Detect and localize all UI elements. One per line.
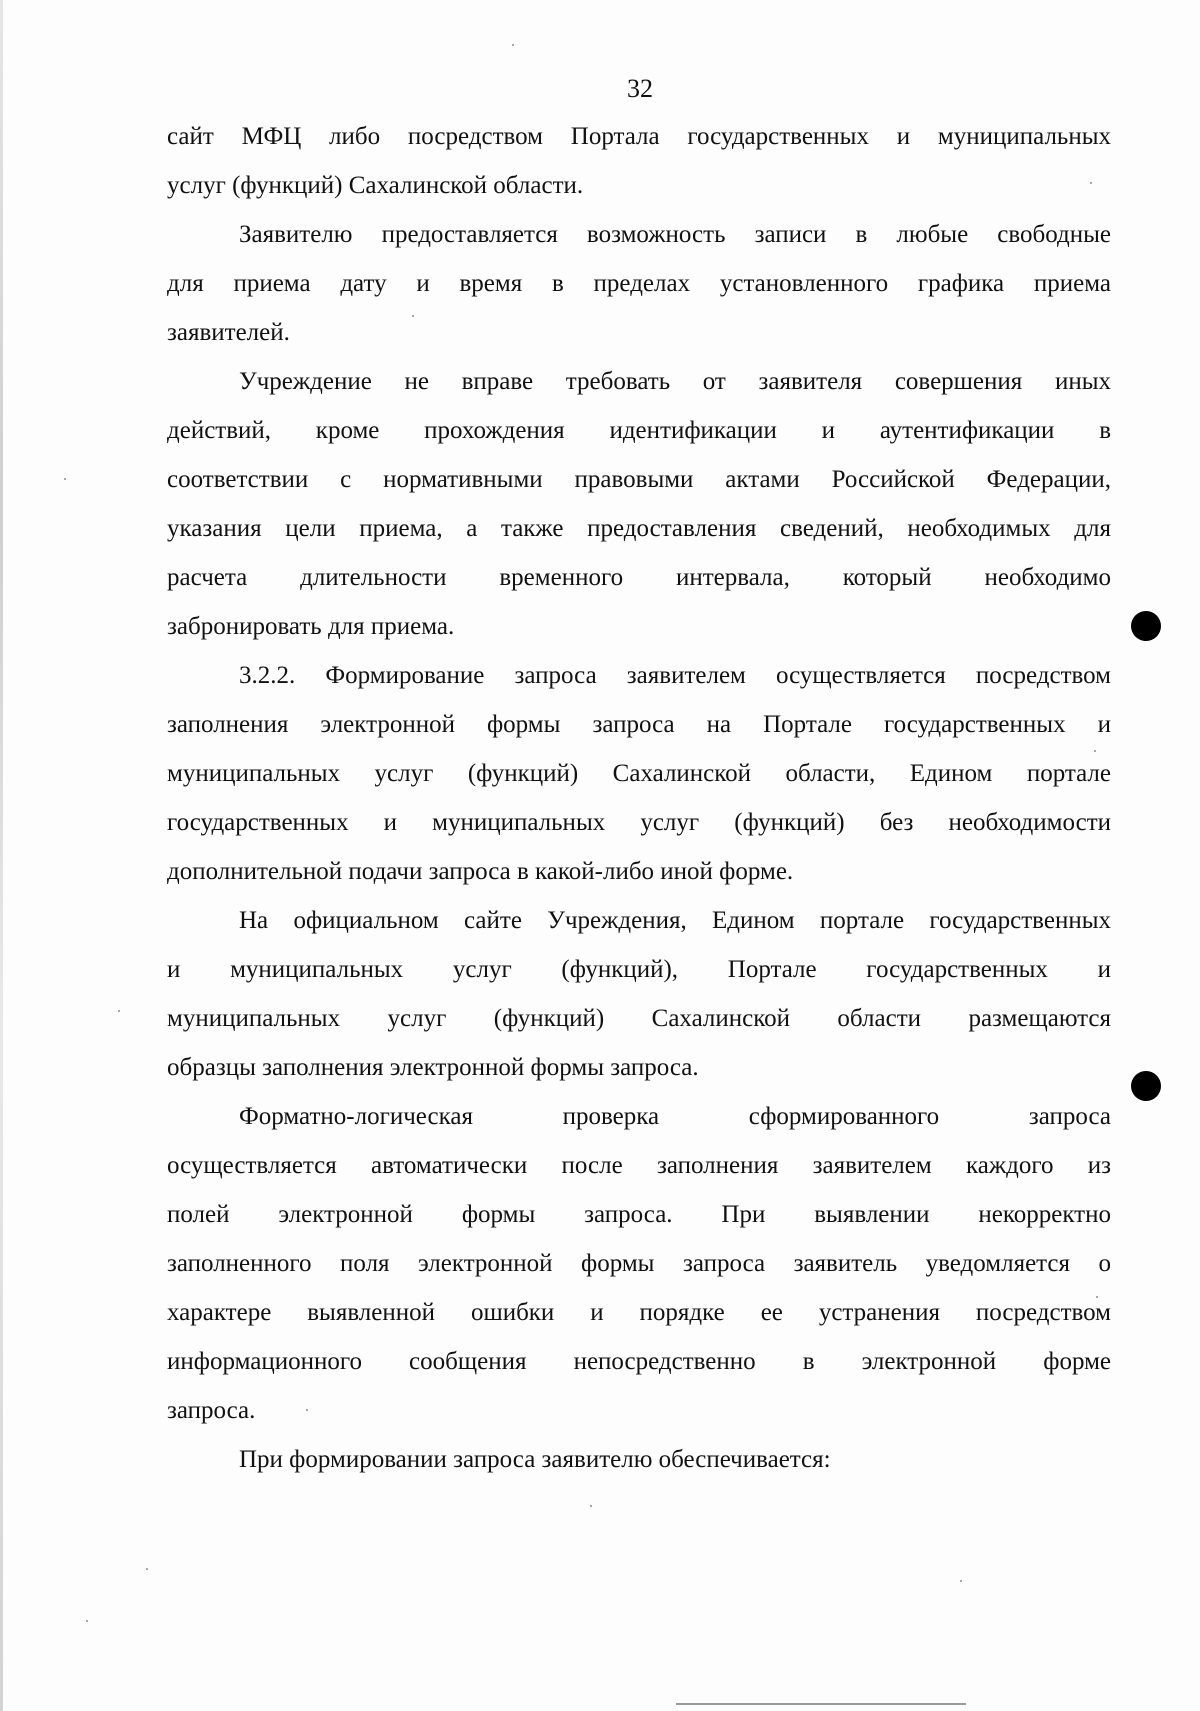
paragraph-2: [167, 210, 1111, 357]
scan-speck: [1096, 1296, 1098, 1298]
text-line: государственных и муниципальных услуг (функций) без необходимости: [167, 809, 1111, 836]
text-line: заполнения электронной формы запроса на Портале государственных и: [167, 711, 1111, 738]
text-line: образцы заполнения электронной формы запроса.: [167, 1054, 699, 1081]
text-line: муниципальных услуг (функций) Сахалинской области, Едином портале: [167, 760, 1111, 787]
text-line: Заявителю предоставляется возможность записи в любые свободные: [239, 221, 1111, 248]
text-line: заполненного поля электронной формы запроса заявитель уведомляется о: [167, 1250, 1111, 1277]
text-line: полей электронной формы запроса. При выявлении некорректно: [167, 1201, 1111, 1228]
text-line: На официальном сайте Учреждения, Едином портале государственных: [239, 907, 1111, 934]
paragraph-7: [167, 1435, 1111, 1484]
scan-speck: [118, 1010, 120, 1012]
text-line: забронировать для приема.: [167, 613, 455, 640]
footer-line: [676, 1703, 966, 1705]
scan-speck: [306, 1409, 308, 1411]
scan-speck: [86, 1620, 88, 1622]
text-line: муниципальных услуг (функций) Сахалинской области размещаются: [167, 1005, 1111, 1032]
text-line: соответствии с нормативными правовыми актами Российской Федерации,: [167, 466, 1111, 493]
text-line: осуществляется автоматически после заполнения заявителем каждого из: [167, 1152, 1111, 1179]
text-line: 3.2.2. Формирование запроса заявителем осуществляется посредством: [239, 662, 1111, 689]
text-line: запроса.: [167, 1397, 256, 1424]
paragraph-4: [167, 651, 1111, 896]
text-line: заявителей.: [167, 319, 290, 346]
text-line: указания цели приема, а также предоставления сведений, необходимых для: [167, 515, 1111, 542]
text-line: характере выявленной ошибки и порядке ее устранения посредством: [167, 1299, 1111, 1326]
text-line: Учреждение не вправе требовать от заявителя совершения иных: [239, 368, 1111, 395]
text-line: услуг (функций) Сахалинской области.: [167, 172, 584, 199]
scan-speck: [590, 1505, 592, 1507]
scan-edge: [0, 0, 3, 1711]
paragraph-5: [167, 896, 1111, 1092]
scan-speck: [146, 1568, 148, 1570]
punch-hole-mark: [1131, 1071, 1161, 1101]
page-number: 32: [627, 74, 653, 103]
text-line: дополнительной подачи запроса в какой-либо иной форме.: [167, 858, 794, 885]
text-line: информационного сообщения непосредственно в электронной форме: [167, 1348, 1111, 1375]
text-line: действий, кроме прохождения идентификации и аутентификации в: [167, 417, 1111, 444]
text-line: При формировании запроса заявителю обеспечивается:: [239, 1446, 831, 1473]
paragraph-1: [167, 112, 1111, 210]
text-line: сайт МФЦ либо посредством Портала государственных и муниципальных: [167, 123, 1111, 150]
text-line: и муниципальных услуг (функций), Портале государственных и: [167, 956, 1111, 983]
text-line: Форматно-логическая проверка сформированного запроса: [239, 1103, 1111, 1130]
scan-speck: [64, 478, 66, 480]
document-body: [167, 112, 1111, 1484]
paragraph-6: [167, 1092, 1111, 1435]
paragraph-3: [167, 357, 1111, 651]
scan-speck: [512, 44, 514, 46]
scan-speck: [1090, 182, 1092, 184]
scan-speck: [412, 315, 414, 317]
scan-speck: [960, 1580, 962, 1582]
scan-speck: [1094, 750, 1096, 752]
punch-hole-mark: [1131, 611, 1161, 641]
text-line: для приема дату и время в пределах установленного графика приема: [167, 270, 1111, 297]
text-line: расчета длительности временного интервала, который необходимо: [167, 564, 1111, 591]
